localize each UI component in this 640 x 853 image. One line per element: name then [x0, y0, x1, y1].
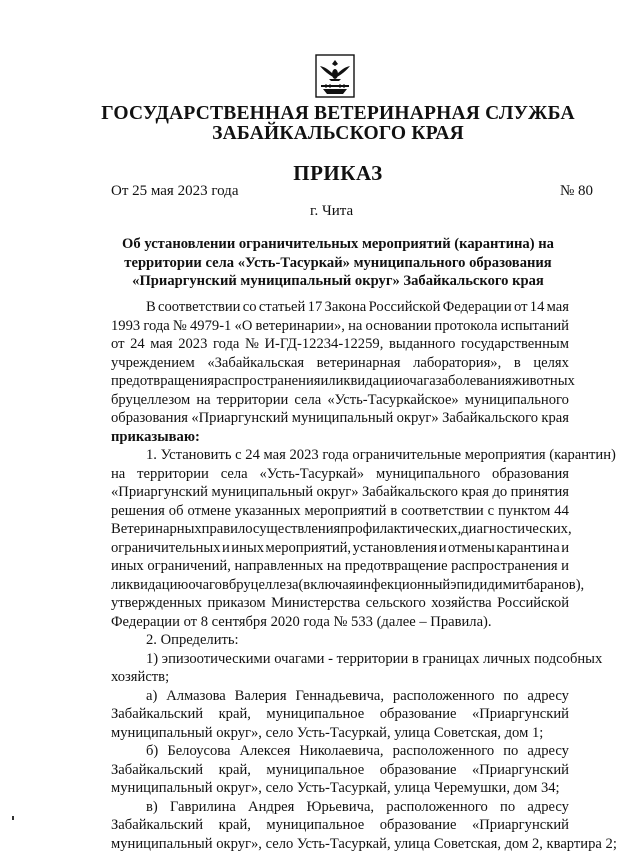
word: образование: [380, 705, 457, 724]
word: И-ГД-12234-12259,: [265, 335, 384, 354]
entry-line: муниципальный округ», село Усть-Тасуркай, улица Черемушки, дом 34;: [111, 779, 569, 798]
body-line: Федерации от 8 сентября 2020 года № 533 (далее – Правила).: [111, 613, 569, 632]
word: муниципальный: [211, 483, 313, 502]
word: иных: [231, 539, 264, 558]
word: со: [243, 298, 257, 317]
word: образования: [111, 409, 188, 428]
word: Белоусова: [167, 742, 230, 761]
document-body: [111, 298, 569, 853]
word: мероприятий: [304, 502, 386, 521]
word: ограничительных: [111, 539, 221, 558]
word: лаборатория»,: [413, 354, 501, 373]
word: направленных: [234, 557, 323, 576]
word: Забайкальский: [111, 761, 203, 780]
word: Забайкальский: [111, 705, 203, 724]
word: на: [111, 465, 125, 484]
word: очага: [403, 372, 436, 391]
word: баранов),: [526, 576, 584, 595]
word: Валерия: [235, 687, 287, 706]
word: расположенного: [386, 798, 488, 817]
word: 24: [130, 335, 145, 354]
word: пунктом: [498, 502, 550, 521]
word: заболевания: [436, 372, 512, 391]
word: бруцеллеза: [229, 576, 299, 595]
word: с: [488, 502, 494, 521]
word: Забайкальский: [111, 816, 203, 835]
word: «Приаргунский: [191, 409, 288, 428]
word: профилактических,: [340, 520, 461, 539]
word: расположенного: [393, 742, 495, 761]
subject-line: территории села «Усть-Тасуркай» муниципального образования: [100, 254, 576, 273]
word: «Усть-Тасуркайское»: [327, 391, 458, 410]
document-city: г. Чита: [310, 203, 353, 220]
word: протокола: [435, 317, 498, 336]
word: Забайкальского: [442, 409, 538, 428]
word: утвержденных: [111, 594, 202, 613]
word: и: [320, 372, 328, 391]
body-line: [111, 372, 569, 391]
word: муниципальное: [266, 761, 364, 780]
subject-line: Об установлении ограничительных мероприятий (карантина) на: [100, 235, 576, 254]
word: «Приаргунский: [472, 761, 569, 780]
word: года: [143, 317, 169, 336]
entry-line: [111, 798, 569, 817]
word: край,: [219, 816, 251, 835]
word: на: [327, 557, 341, 576]
word: адресу: [527, 798, 569, 817]
body-line: [111, 576, 569, 595]
body-line: [111, 354, 569, 373]
body-line: [111, 409, 569, 428]
word: 4979-1: [190, 317, 231, 336]
word: «Усть-Тасуркай»: [260, 465, 365, 484]
document-type: ПРИКАЗ: [0, 161, 640, 186]
word: муниципальное: [266, 705, 364, 724]
word: мая: [547, 298, 569, 317]
word: осуществления: [245, 520, 340, 539]
entry-line: [111, 687, 569, 706]
word: соответствии: [158, 298, 240, 317]
word: по: [503, 687, 518, 706]
word: правил: [202, 520, 246, 539]
word: карантина: [496, 539, 559, 558]
entry-line: муниципальный округ», село Усть-Тасуркай, улица Советская, дом 1;: [111, 724, 569, 743]
document-number: № 80: [560, 183, 593, 200]
word: «О: [235, 317, 253, 336]
body-line: [111, 539, 569, 558]
word: диагностических,: [461, 520, 571, 539]
word: животных: [512, 372, 575, 391]
body-line: 2. Определить:: [111, 631, 569, 650]
word: адресу: [527, 742, 569, 761]
word: б): [146, 742, 158, 761]
body-line: 1. Установить с 24 мая 2023 года ограничительные мероприятия (карантин): [111, 446, 569, 465]
word: ветеринарии»,: [256, 317, 345, 336]
word: Геннадьевича,: [295, 687, 384, 706]
body-line: [111, 298, 569, 317]
word: по: [503, 742, 518, 761]
body-line: хозяйств;: [111, 668, 569, 687]
word: отмены: [448, 539, 495, 558]
word: об: [169, 502, 184, 521]
word: статьей: [259, 298, 305, 317]
word: край,: [219, 705, 251, 724]
word: выданного: [389, 335, 455, 354]
org-name-line2: ЗАБАЙКАЛЬСКОГО КРАЯ: [0, 123, 640, 145]
word: округ»: [316, 483, 358, 502]
word: приказом: [207, 594, 265, 613]
word: основании: [366, 317, 432, 336]
entry-line: [111, 761, 569, 780]
word: и: [439, 539, 447, 558]
word: «Приаргунский: [472, 705, 569, 724]
word: принятия: [511, 483, 569, 502]
document-date: От 25 мая 2023 года: [111, 183, 238, 200]
word: хозяйства: [431, 594, 491, 613]
word: и: [222, 539, 230, 558]
word: (включая: [298, 576, 355, 595]
word: до: [492, 483, 507, 502]
word: распространения: [214, 372, 320, 391]
word: государственным: [461, 335, 569, 354]
word: Министерства: [271, 594, 360, 613]
word: «Приаргунский: [111, 483, 208, 502]
order-keyword: приказываю:: [111, 428, 569, 447]
word: решения: [111, 502, 165, 521]
word: Закона: [325, 298, 367, 317]
word: Андрея: [248, 798, 294, 817]
word: эпидидимит: [450, 576, 526, 595]
word: мая: [150, 335, 172, 354]
word: Российской: [369, 298, 441, 317]
word: села: [221, 465, 248, 484]
word: мероприятий,: [266, 539, 352, 558]
word: «Приаргунский: [472, 816, 569, 835]
word: образование: [380, 761, 457, 780]
word: распространения: [451, 557, 557, 576]
scan-mark: [12, 816, 14, 820]
word: Российской: [497, 594, 569, 613]
document-subject: [100, 235, 576, 291]
word: учреждением: [111, 354, 195, 373]
word: Ветеринарных: [111, 520, 202, 539]
word: села: [294, 391, 321, 410]
body-line: [111, 594, 569, 613]
word: на: [348, 317, 362, 336]
word: образование: [380, 816, 457, 835]
entry-line: [111, 705, 569, 724]
body-line: [111, 335, 569, 354]
word: иных: [111, 557, 144, 576]
word: 17: [308, 298, 323, 317]
word: отмене: [187, 502, 230, 521]
word: Юрьевича,: [306, 798, 374, 817]
word: Алмазова: [166, 687, 226, 706]
word: территории: [217, 391, 289, 410]
word: очагов: [188, 576, 229, 595]
word: образования: [492, 465, 569, 484]
word: года: [213, 335, 239, 354]
word: 14: [530, 298, 545, 317]
word: расположенного: [393, 687, 495, 706]
word: Федерации: [443, 298, 512, 317]
word: территории: [137, 465, 209, 484]
body-line: [111, 317, 569, 336]
body-line: [111, 391, 569, 410]
word: Николаевича,: [299, 742, 383, 761]
word: ликвидацию: [111, 576, 188, 595]
entry-line: [111, 816, 569, 835]
word: муниципальное: [266, 816, 364, 835]
body-line: [111, 483, 569, 502]
word: №: [173, 317, 187, 336]
word: на: [196, 391, 210, 410]
word: адресу: [527, 687, 569, 706]
word: ликвидации: [328, 372, 402, 391]
entry-line: муниципальный округ», село Усть-Тасуркай, улица Советская, дом 2, квартира 2;: [111, 835, 569, 853]
body-line: 1) эпизоотическими очагами - территории в границах личных подсобных: [111, 650, 569, 669]
word: муниципального: [465, 391, 569, 410]
body-line: [111, 557, 569, 576]
word: от: [111, 335, 124, 354]
word: Забайкальского: [362, 483, 458, 502]
word: соответствии: [401, 502, 483, 521]
body-line: [111, 465, 569, 484]
org-name-line1: ГОСУДАРСТВЕННАЯ ВЕТЕРИНАРНАЯ СЛУЖБА: [0, 103, 640, 125]
word: указанных: [235, 502, 301, 521]
word: сельского: [366, 594, 426, 613]
word: край,: [219, 761, 251, 780]
word: В: [146, 298, 156, 317]
word: бруцеллезом: [111, 391, 190, 410]
word: Алексея: [239, 742, 290, 761]
body-line: [111, 520, 569, 539]
word: предотвращение: [345, 557, 448, 576]
body-line: [111, 502, 569, 521]
subject-line: «Приаргунский муниципальный округ» Забайкальского края: [100, 272, 576, 291]
word: муниципальный: [292, 409, 394, 428]
word: ветеринарная: [317, 354, 401, 373]
word: инфекционный: [355, 576, 450, 595]
word: округ»: [397, 409, 439, 428]
word: ограничений,: [147, 557, 231, 576]
word: по: [500, 798, 515, 817]
word: установления: [353, 539, 438, 558]
word: целях: [533, 354, 569, 373]
word: а): [146, 687, 157, 706]
entry-line: [111, 742, 569, 761]
word: испытаний: [501, 317, 569, 336]
word: края: [541, 409, 569, 428]
word: края: [461, 483, 489, 502]
word: в): [146, 798, 158, 817]
word: и: [561, 539, 569, 558]
word: и: [561, 557, 569, 576]
word: №: [245, 335, 259, 354]
word: предотвращения: [111, 372, 214, 391]
word: 2023: [178, 335, 207, 354]
coat-of-arms-icon: [315, 54, 355, 98]
word: «Забайкальская: [207, 354, 304, 373]
word: от: [514, 298, 527, 317]
word: 44: [554, 502, 569, 521]
word: в: [390, 502, 397, 521]
word: в: [514, 354, 521, 373]
word: муниципального: [376, 465, 480, 484]
word: Гаврилина: [170, 798, 236, 817]
word: 1993: [111, 317, 140, 336]
